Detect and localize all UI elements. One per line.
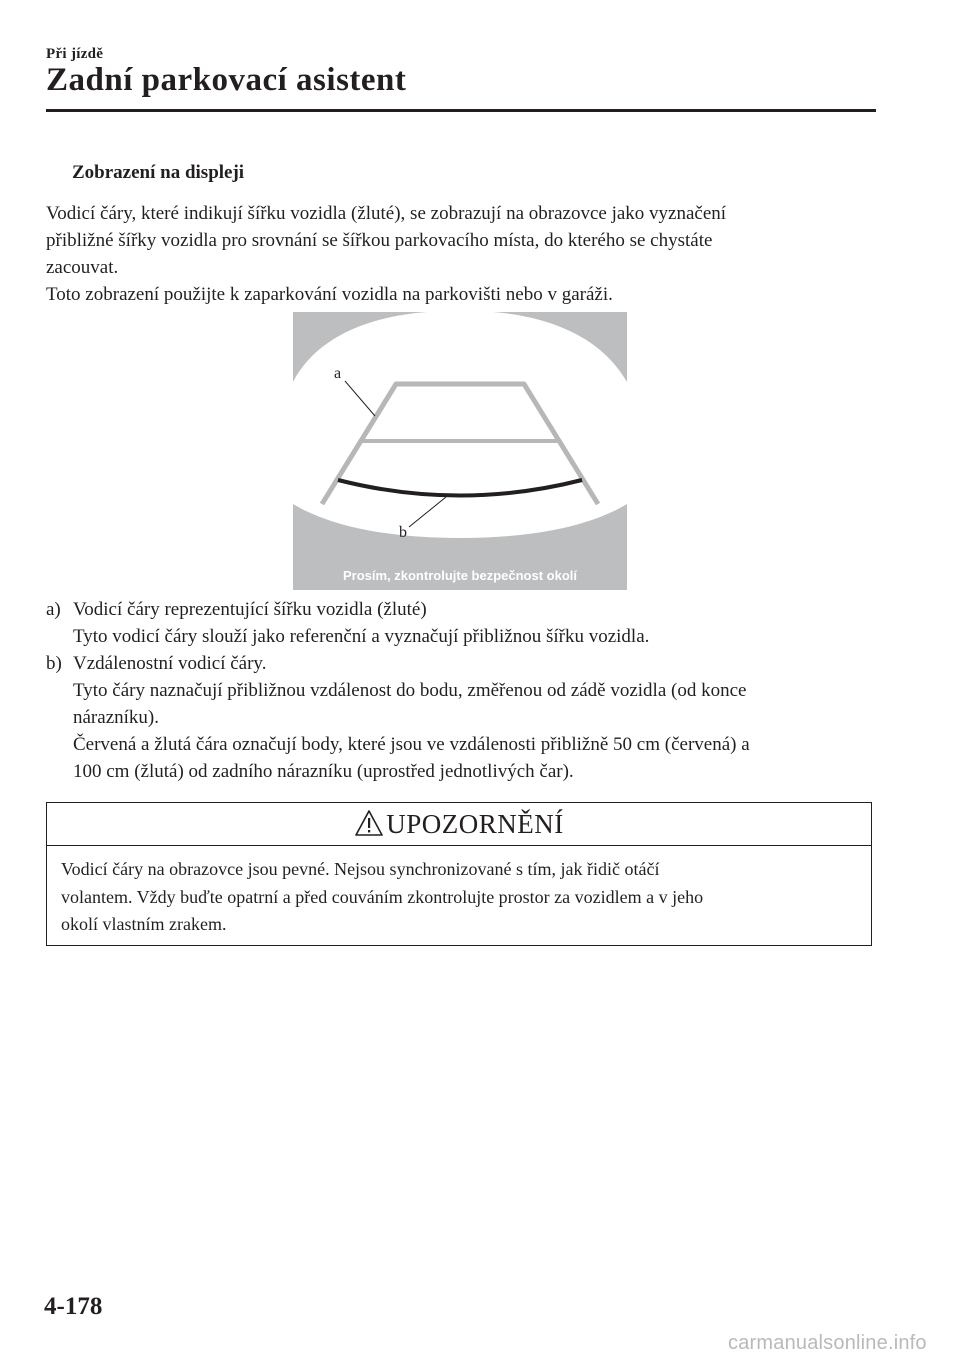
list-line: Červená a žlutá čára označují body, které jsou ve vzdálenosti přibližně 50 cm (červená) a	[73, 734, 750, 755]
callout-line-b	[409, 497, 446, 527]
list-line: Vodicí čáry reprezentující šířku vozidla (žluté)	[73, 599, 427, 620]
list-line: nárazníku).	[73, 707, 159, 728]
distance-guide-line-near	[338, 480, 582, 496]
page-title: Zadní parkovací asistent	[46, 62, 407, 98]
warning-triangle-icon	[354, 809, 384, 837]
list-line: 100 cm (žlutá) od zadního nárazníku (uprostřed jednotlivých čar).	[73, 761, 574, 782]
page-number: 4-178	[44, 1293, 103, 1320]
callout-line-a	[345, 381, 375, 416]
legend-list	[46, 596, 876, 785]
caution-body	[47, 846, 871, 939]
rear-camera-display-illustration	[293, 312, 627, 590]
list-item	[46, 596, 876, 650]
list-line: Tyto vodicí čáry slouží jako referenční a vyznačují přibližnou šířku vozidla.	[73, 626, 650, 647]
callout-label-b: b	[399, 524, 407, 541]
caution-line: okolí vlastním zrakem.	[61, 914, 227, 934]
caution-header	[47, 803, 871, 846]
list-marker: a)	[46, 599, 61, 620]
section-heading: Zobrazení na displeji	[72, 162, 245, 183]
list-line: Vzdálenostní vodicí čáry.	[73, 653, 267, 674]
list-line: Tyto čáry naznačují přibližnou vzdálenost do bodu, změřenou od zádě vozidla (od konce	[73, 680, 747, 701]
screen-safety-message: Prosím, zkontrolujte bezpečnost okolí	[342, 568, 578, 583]
callout-label-a: a	[334, 365, 342, 382]
watermark: carmanualsonline.info	[728, 1332, 927, 1354]
intro-line: Vodicí čáry, které indikují šířku vozidla (žluté), se zobrazují na obrazovce jako vyznačení	[46, 203, 727, 224]
caution-line: Vodicí čáry na obrazovce jsou pevné. Nejsou synchronizované s tím, jak řidič otáčí	[61, 859, 660, 879]
intro-paragraph	[46, 200, 876, 308]
title-divider	[46, 109, 876, 112]
intro-line: zacouvat.	[46, 257, 119, 278]
caution-box	[46, 802, 872, 946]
caution-line: volantem. Vždy buďte opatrní a před couváním zkontrolujte prostor za vozidlem a v jeho	[61, 886, 704, 907]
display-frame-top	[293, 312, 627, 382]
caution-title: UPOZORNĚNÍ	[386, 808, 564, 839]
list-marker: b)	[46, 653, 62, 674]
breadcrumb: Při jízdě	[46, 46, 104, 62]
intro-line: přibližné šířky vozidla pro srovnání se šířkou parkovacího místa, do kterého se chystáte	[46, 230, 713, 251]
intro-line: Toto zobrazení použijte k zaparkování vozidla na parkovišti nebo v garáži.	[46, 284, 613, 305]
list-item	[46, 650, 876, 785]
